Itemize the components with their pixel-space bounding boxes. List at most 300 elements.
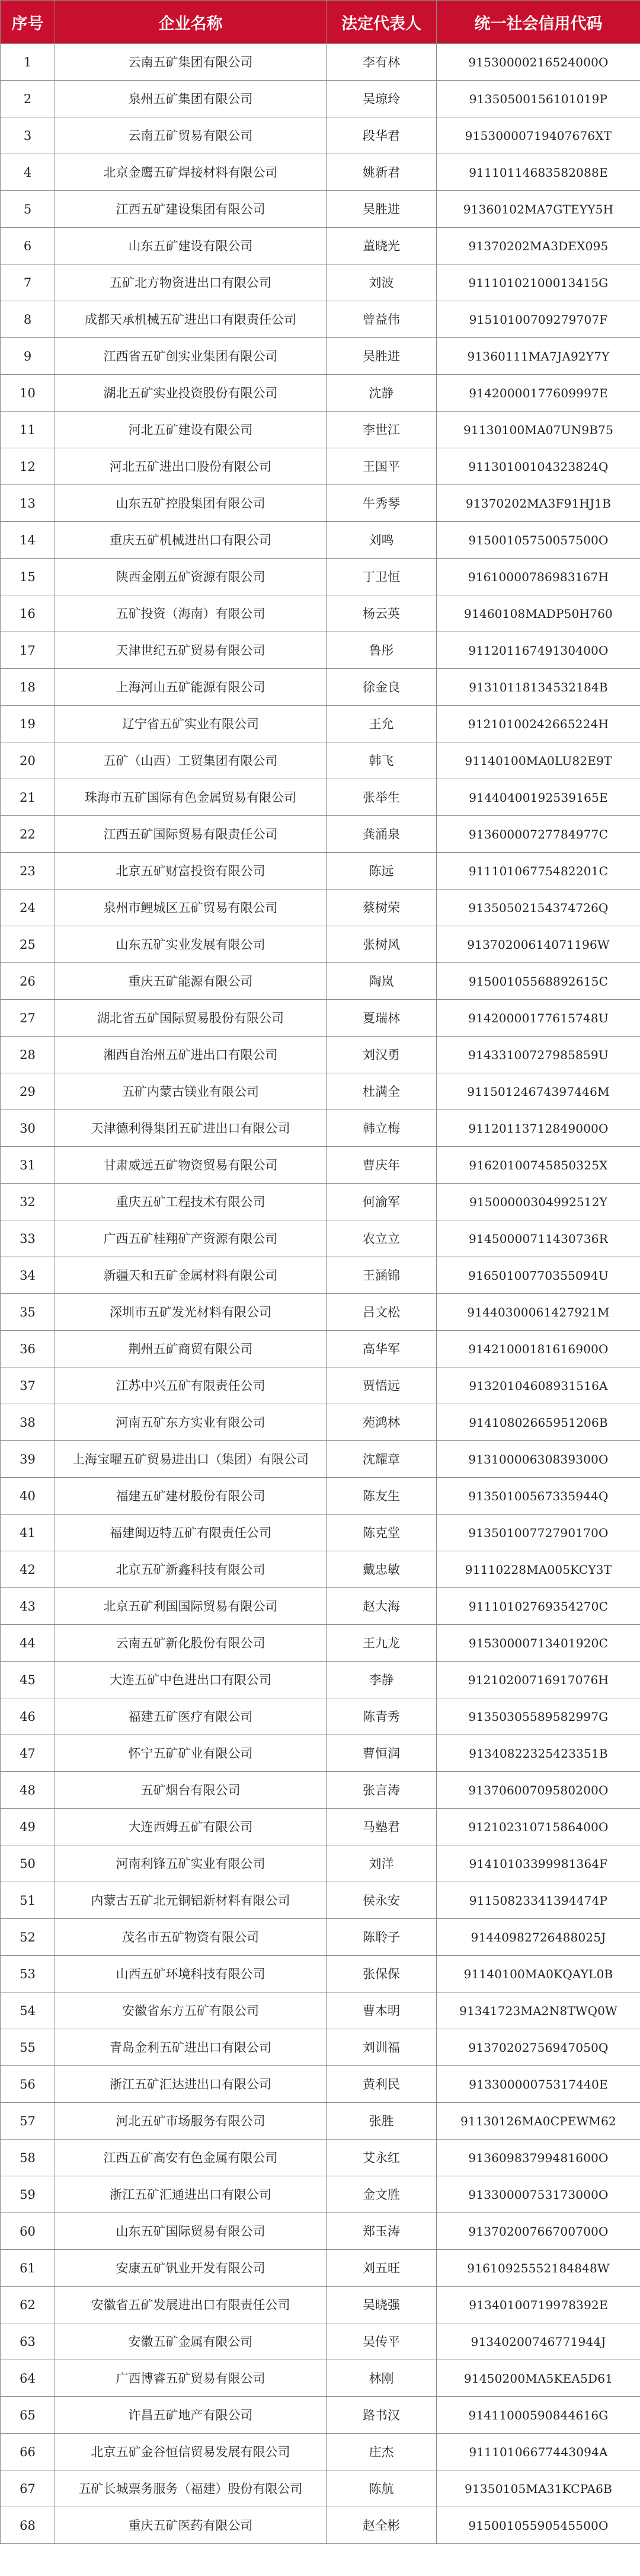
row-index: 10 — [1, 375, 55, 412]
legal-representative: 刘五旺 — [327, 2250, 437, 2287]
company-name: 陕西金刚五矿资源有限公司 — [55, 559, 327, 595]
legal-representative: 韩立梅 — [327, 1110, 437, 1147]
legal-representative: 马塾君 — [327, 1809, 437, 1845]
credit-code: 91360111MA7JA92Y7Y — [437, 338, 640, 375]
row-index: 35 — [1, 1294, 55, 1331]
credit-code: 91510100709279707F — [437, 301, 640, 338]
legal-representative: 农立立 — [327, 1220, 437, 1257]
table-row — [1, 1625, 640, 1662]
table-row — [1, 1331, 640, 1367]
table-row — [1, 2507, 640, 2544]
table-row — [1, 816, 640, 853]
credit-code: 91411000590844616G — [437, 2397, 640, 2434]
credit-code: 91360983799481600O — [437, 2140, 640, 2176]
table-row — [1, 1294, 640, 1331]
credit-code: 91140100MA0LU82E9T — [437, 742, 640, 779]
table-row — [1, 2360, 640, 2397]
row-index: 8 — [1, 301, 55, 338]
table-row — [1, 1184, 640, 1220]
row-index: 56 — [1, 2066, 55, 2103]
credit-code: 91110114683582088E — [437, 154, 640, 191]
row-index: 18 — [1, 669, 55, 706]
company-name: 江西省五矿创实业集团有限公司 — [55, 338, 327, 375]
table-row — [1, 1478, 640, 1515]
row-index: 61 — [1, 2250, 55, 2287]
row-index: 47 — [1, 1735, 55, 1772]
credit-code: 91500105750057500O — [437, 522, 640, 559]
credit-code: 91500105568892615C — [437, 963, 640, 1000]
credit-code: 91610925552184848W — [437, 2250, 640, 2287]
credit-code: 91330000075317440E — [437, 2066, 640, 2103]
credit-code: 91110102100013415G — [437, 264, 640, 301]
header-credit-code: 统一社会信用代码 — [437, 1, 640, 44]
credit-code: 91360000727784977C — [437, 816, 640, 853]
credit-code: 91340822325423351B — [437, 1735, 640, 1772]
company-name: 五矿（山西）工贸集团有限公司 — [55, 742, 327, 779]
row-index: 19 — [1, 706, 55, 742]
table-row — [1, 632, 640, 669]
row-index: 2 — [1, 81, 55, 117]
legal-representative: 鲁彤 — [327, 632, 437, 669]
legal-representative: 杜满全 — [327, 1073, 437, 1110]
table-row — [1, 191, 640, 228]
legal-representative: 王涵锦 — [327, 1257, 437, 1294]
table-row — [1, 1147, 640, 1184]
table-row — [1, 2470, 640, 2507]
row-index: 33 — [1, 1220, 55, 1257]
table-header — [1, 1, 640, 44]
row-index: 63 — [1, 2323, 55, 2360]
credit-code: 91530000713401920C — [437, 1625, 640, 1662]
credit-code: 91370202MA3F91HJ1B — [437, 485, 640, 522]
company-name: 云南五矿新化股份有限公司 — [55, 1625, 327, 1662]
company-name: 辽宁省五矿实业有限公司 — [55, 706, 327, 742]
row-index: 52 — [1, 1919, 55, 1956]
company-name: 天津德利得集团五矿进出口有限公司 — [55, 1110, 327, 1147]
credit-code: 91610000786983167H — [437, 559, 640, 595]
company-name: 江西五矿建设集团有限公司 — [55, 191, 327, 228]
row-index: 42 — [1, 1551, 55, 1588]
company-name: 安徽省东方五矿有限公司 — [55, 1992, 327, 2029]
row-index: 58 — [1, 2140, 55, 2176]
legal-representative: 沈静 — [327, 375, 437, 412]
row-index: 3 — [1, 117, 55, 154]
row-index: 6 — [1, 228, 55, 264]
table-row — [1, 1809, 640, 1845]
legal-representative: 李世江 — [327, 412, 437, 448]
table-row — [1, 890, 640, 926]
table-row — [1, 1882, 640, 1919]
company-name: 五矿烟台有限公司 — [55, 1772, 327, 1809]
company-name: 重庆五矿机械进出口有限公司 — [55, 522, 327, 559]
header-index: 序号 — [1, 1, 55, 44]
company-name: 湘西自治州五矿进出口有限公司 — [55, 1037, 327, 1073]
credit-code: 91210231071586400O — [437, 1809, 640, 1845]
legal-representative: 刘鸣 — [327, 522, 437, 559]
header-company-name: 企业名称 — [55, 1, 327, 44]
row-index: 65 — [1, 2397, 55, 2434]
credit-code: 91130126MA0CPEWM62 — [437, 2103, 640, 2140]
credit-code: 91110228MA005KCY3T — [437, 1551, 640, 1588]
credit-code: 91110106677443094A — [437, 2434, 640, 2470]
table-row — [1, 2250, 640, 2287]
row-index: 68 — [1, 2507, 55, 2544]
table-row — [1, 2140, 640, 2176]
credit-code: 91433100727985859U — [437, 1037, 640, 1073]
table-row — [1, 2397, 640, 2434]
row-index: 66 — [1, 2434, 55, 2470]
legal-representative: 刘训福 — [327, 2029, 437, 2066]
credit-code: 91350500156101019P — [437, 81, 640, 117]
legal-representative: 陈友生 — [327, 1478, 437, 1515]
credit-code: 91120113712849000O — [437, 1110, 640, 1147]
legal-representative: 贾悟远 — [327, 1367, 437, 1404]
row-index: 50 — [1, 1845, 55, 1882]
company-name: 山西五矿环境科技有限公司 — [55, 1956, 327, 1992]
table-row — [1, 1992, 640, 2029]
table-row — [1, 1367, 640, 1404]
row-index: 37 — [1, 1367, 55, 1404]
credit-code: 91370600709580200O — [437, 1772, 640, 1809]
company-name: 福建五矿医疗有限公司 — [55, 1698, 327, 1735]
company-name: 福建五矿建材股份有限公司 — [55, 1478, 327, 1515]
table-row — [1, 2066, 640, 2103]
credit-code: 91420000177609997E — [437, 375, 640, 412]
credit-code: 91120116749130400O — [437, 632, 640, 669]
row-index: 46 — [1, 1698, 55, 1735]
row-index: 11 — [1, 412, 55, 448]
legal-representative: 牛秀琴 — [327, 485, 437, 522]
credit-code: 91500000304992512Y — [437, 1184, 640, 1220]
company-name: 北京五矿利国国际贸易有限公司 — [55, 1588, 327, 1625]
company-name: 河北五矿进出口股份有限公司 — [55, 448, 327, 485]
row-index: 39 — [1, 1441, 55, 1478]
company-name: 北京五矿金谷恒信贸易发展有限公司 — [55, 2434, 327, 2470]
credit-code: 91150823341394474P — [437, 1882, 640, 1919]
row-index: 40 — [1, 1478, 55, 1515]
row-index: 24 — [1, 890, 55, 926]
company-name: 江西五矿国际贸易有限责任公司 — [55, 816, 327, 853]
row-index: 27 — [1, 1000, 55, 1037]
credit-code: 91330000753173000O — [437, 2176, 640, 2213]
company-name: 北京金鹰五矿焊接材料有限公司 — [55, 154, 327, 191]
credit-code: 91530000216524000O — [437, 44, 640, 81]
row-index: 4 — [1, 154, 55, 191]
row-index: 51 — [1, 1882, 55, 1919]
legal-representative: 吴传平 — [327, 2323, 437, 2360]
legal-representative: 吴胜进 — [327, 338, 437, 375]
legal-representative: 丁卫恒 — [327, 559, 437, 595]
table-row — [1, 375, 640, 412]
table-row — [1, 1662, 640, 1698]
legal-representative: 李有林 — [327, 44, 437, 81]
company-name: 甘肃威远五矿物资贸易有限公司 — [55, 1147, 327, 1184]
company-name: 深圳市五矿发光材料有限公司 — [55, 1294, 327, 1331]
credit-code: 91420000177615748U — [437, 1000, 640, 1037]
row-index: 55 — [1, 2029, 55, 2066]
company-name: 云南五矿集团有限公司 — [55, 44, 327, 81]
company-name: 五矿北方物资进出口有限公司 — [55, 264, 327, 301]
credit-code: 91341723MA2N8TWQ0W — [437, 1992, 640, 2029]
legal-representative: 刘汉勇 — [327, 1037, 437, 1073]
header-row — [1, 1, 640, 44]
table-row — [1, 1515, 640, 1551]
row-index: 67 — [1, 2470, 55, 2507]
table-row — [1, 1698, 640, 1735]
company-name: 山东五矿控股集团有限公司 — [55, 485, 327, 522]
table-body — [1, 44, 640, 2544]
table-row — [1, 301, 640, 338]
row-index: 28 — [1, 1037, 55, 1073]
legal-representative: 吕文松 — [327, 1294, 437, 1331]
company-name: 山东五矿实业发展有限公司 — [55, 926, 327, 963]
table-row — [1, 1110, 640, 1147]
row-index: 29 — [1, 1073, 55, 1110]
legal-representative: 刘洋 — [327, 1845, 437, 1882]
credit-code: 91110102769354270C — [437, 1588, 640, 1625]
row-index: 43 — [1, 1588, 55, 1625]
company-name: 大连西姆五矿有限公司 — [55, 1809, 327, 1845]
credit-code: 91350100772790170O — [437, 1515, 640, 1551]
legal-representative: 陈聆子 — [327, 1919, 437, 1956]
row-index: 22 — [1, 816, 55, 853]
row-index: 1 — [1, 44, 55, 81]
company-name: 广西博睿五矿贸易有限公司 — [55, 2360, 327, 2397]
table-row — [1, 926, 640, 963]
legal-representative: 路书汉 — [327, 2397, 437, 2434]
table-row — [1, 81, 640, 117]
table-row — [1, 2029, 640, 2066]
legal-representative: 董晓光 — [327, 228, 437, 264]
company-name: 安徽省五矿发展进出口有限责任公司 — [55, 2287, 327, 2323]
legal-representative: 王允 — [327, 706, 437, 742]
company-name: 泉州五矿集团有限公司 — [55, 81, 327, 117]
table-row — [1, 706, 640, 742]
credit-code: 91360102MA7GTEYY5H — [437, 191, 640, 228]
legal-representative: 张保保 — [327, 1956, 437, 1992]
company-name: 福建闽迈特五矿有限责任公司 — [55, 1515, 327, 1551]
credit-code: 91350100567335944Q — [437, 1478, 640, 1515]
table-row — [1, 1037, 640, 1073]
legal-representative: 庄杰 — [327, 2434, 437, 2470]
company-name: 上海河山五矿能源有限公司 — [55, 669, 327, 706]
credit-code: 91350105MA31KCPA6B — [437, 2470, 640, 2507]
row-index: 23 — [1, 853, 55, 890]
row-index: 12 — [1, 448, 55, 485]
credit-code: 91310000630839300O — [437, 1441, 640, 1478]
credit-code: 91440400192539165E — [437, 779, 640, 816]
company-name: 河北五矿建设有限公司 — [55, 412, 327, 448]
table-row — [1, 1772, 640, 1809]
table-row — [1, 1000, 640, 1037]
legal-representative: 苑鸿林 — [327, 1404, 437, 1441]
table-row — [1, 412, 640, 448]
row-index: 54 — [1, 1992, 55, 2029]
company-name: 河南利锋五矿实业有限公司 — [55, 1845, 327, 1882]
company-name: 许昌五矿地产有限公司 — [55, 2397, 327, 2434]
legal-representative: 陶岚 — [327, 963, 437, 1000]
row-index: 45 — [1, 1662, 55, 1698]
company-name: 新疆天和五矿金属材料有限公司 — [55, 1257, 327, 1294]
table-row — [1, 228, 640, 264]
credit-code: 91370202756947050Q — [437, 2029, 640, 2066]
company-name: 山东五矿国际贸易有限公司 — [55, 2213, 327, 2250]
company-name: 内蒙古五矿北元铜铝新材料有限公司 — [55, 1882, 327, 1919]
table-row — [1, 1073, 640, 1110]
row-index: 25 — [1, 926, 55, 963]
credit-code: 91210100242665224H — [437, 706, 640, 742]
legal-representative: 蔡树荣 — [327, 890, 437, 926]
credit-code: 91530000719407676XT — [437, 117, 640, 154]
credit-code: 91150124674397446M — [437, 1073, 640, 1110]
company-name: 北京五矿财富投资有限公司 — [55, 853, 327, 890]
row-index: 36 — [1, 1331, 55, 1367]
legal-representative: 陈青秀 — [327, 1698, 437, 1735]
credit-code: 91110106775482201C — [437, 853, 640, 890]
legal-representative: 龚涌泉 — [327, 816, 437, 853]
credit-code: 91620100745850325X — [437, 1147, 640, 1184]
table-row — [1, 448, 640, 485]
table-row — [1, 264, 640, 301]
legal-representative: 曹恒润 — [327, 1735, 437, 1772]
legal-representative: 艾永红 — [327, 2140, 437, 2176]
company-name: 重庆五矿能源有限公司 — [55, 963, 327, 1000]
legal-representative: 何渝军 — [327, 1184, 437, 1220]
credit-code: 91421000181616900O — [437, 1331, 640, 1367]
table-row — [1, 1220, 640, 1257]
legal-representative: 陈克堂 — [327, 1515, 437, 1551]
row-index: 16 — [1, 595, 55, 632]
legal-representative: 李静 — [327, 1662, 437, 1698]
company-name: 成都天承机械五矿进出口有限责任公司 — [55, 301, 327, 338]
legal-representative: 曹庆年 — [327, 1147, 437, 1184]
table-row — [1, 963, 640, 1000]
company-name: 青岛金利五矿进出口有限公司 — [55, 2029, 327, 2066]
legal-representative: 段华君 — [327, 117, 437, 154]
legal-representative: 吴琼玲 — [327, 81, 437, 117]
row-index: 15 — [1, 559, 55, 595]
table-row — [1, 2103, 640, 2140]
company-name: 河南五矿东方实业有限公司 — [55, 1404, 327, 1441]
company-name: 河北五矿市场服务有限公司 — [55, 2103, 327, 2140]
table-row — [1, 1588, 640, 1625]
company-name: 江西五矿高安有色金属有限公司 — [55, 2140, 327, 2176]
company-name: 怀宁五矿矿业有限公司 — [55, 1735, 327, 1772]
table-row — [1, 1257, 640, 1294]
company-name: 上海宝曜五矿贸易进出口（集团）有限公司 — [55, 1441, 327, 1478]
row-index: 34 — [1, 1257, 55, 1294]
legal-representative: 高华军 — [327, 1331, 437, 1367]
legal-representative: 陈航 — [327, 2470, 437, 2507]
legal-representative: 王九龙 — [327, 1625, 437, 1662]
company-name: 广西五矿桂翔矿产资源有限公司 — [55, 1220, 327, 1257]
company-name: 珠海市五矿国际有色金属贸易有限公司 — [55, 779, 327, 816]
legal-representative: 王国平 — [327, 448, 437, 485]
company-name: 北京五矿新鑫科技有限公司 — [55, 1551, 327, 1588]
credit-code: 91350502154374726Q — [437, 890, 640, 926]
credit-code: 91440982726488025J — [437, 1919, 640, 1956]
table-row — [1, 742, 640, 779]
credit-code: 91130100MA07UN9B75 — [437, 412, 640, 448]
credit-code: 91460108MADP50H760 — [437, 595, 640, 632]
legal-representative: 张举生 — [327, 779, 437, 816]
legal-representative: 张言涛 — [327, 1772, 437, 1809]
company-name: 山东五矿建设有限公司 — [55, 228, 327, 264]
row-index: 26 — [1, 963, 55, 1000]
row-index: 32 — [1, 1184, 55, 1220]
company-name: 重庆五矿工程技术有限公司 — [55, 1184, 327, 1220]
table-row — [1, 485, 640, 522]
row-index: 53 — [1, 1956, 55, 1992]
row-index: 21 — [1, 779, 55, 816]
table-row — [1, 44, 640, 81]
credit-code: 91340100719978392E — [437, 2287, 640, 2323]
row-index: 9 — [1, 338, 55, 375]
legal-representative: 夏瑞林 — [327, 1000, 437, 1037]
legal-representative: 赵大海 — [327, 1588, 437, 1625]
company-name: 五矿内蒙古镁业有限公司 — [55, 1073, 327, 1110]
legal-representative: 韩飞 — [327, 742, 437, 779]
legal-representative: 戴忠敏 — [327, 1551, 437, 1588]
legal-representative: 曾益伟 — [327, 301, 437, 338]
credit-code: 91450200MA5KEA5D61 — [437, 2360, 640, 2397]
table-row — [1, 2287, 640, 2323]
row-index: 48 — [1, 1772, 55, 1809]
credit-code: 91410103399981364F — [437, 1845, 640, 1882]
table-row — [1, 595, 640, 632]
row-index: 5 — [1, 191, 55, 228]
company-name: 浙江五矿汇通进出口有限公司 — [55, 2176, 327, 2213]
legal-representative: 杨云英 — [327, 595, 437, 632]
row-index: 17 — [1, 632, 55, 669]
table-row — [1, 2176, 640, 2213]
row-index: 57 — [1, 2103, 55, 2140]
credit-code: 91370200614071196W — [437, 926, 640, 963]
company-name: 茂名市五矿物资有限公司 — [55, 1919, 327, 1956]
legal-representative: 吴胜进 — [327, 191, 437, 228]
credit-code: 91440300061427921M — [437, 1294, 640, 1331]
row-index: 14 — [1, 522, 55, 559]
table-row — [1, 1735, 640, 1772]
table-row — [1, 117, 640, 154]
legal-representative: 郑玉涛 — [327, 2213, 437, 2250]
credit-code: 91650100770355094U — [437, 1257, 640, 1294]
credit-code: 91500105590545500O — [437, 2507, 640, 2544]
credit-code: 91370200766700700O — [437, 2213, 640, 2250]
row-index: 13 — [1, 485, 55, 522]
credit-code: 91210200716917076H — [437, 1662, 640, 1698]
table-row — [1, 1404, 640, 1441]
credit-code: 91130100104323824Q — [437, 448, 640, 485]
credit-code: 91340200746771944J — [437, 2323, 640, 2360]
company-name: 江苏中兴五矿有限责任公司 — [55, 1367, 327, 1404]
row-index: 59 — [1, 2176, 55, 2213]
table-row — [1, 2213, 640, 2250]
legal-representative: 刘波 — [327, 264, 437, 301]
table-row — [1, 1919, 640, 1956]
row-index: 31 — [1, 1147, 55, 1184]
table-row — [1, 1441, 640, 1478]
legal-representative: 吴晓强 — [327, 2287, 437, 2323]
header-legal-representative: 法定代表人 — [327, 1, 437, 44]
row-index: 64 — [1, 2360, 55, 2397]
legal-representative: 姚新君 — [327, 154, 437, 191]
company-name: 湖北省五矿国际贸易股份有限公司 — [55, 1000, 327, 1037]
table-row — [1, 2434, 640, 2470]
legal-representative: 张胜 — [327, 2103, 437, 2140]
table-row — [1, 338, 640, 375]
row-index: 38 — [1, 1404, 55, 1441]
